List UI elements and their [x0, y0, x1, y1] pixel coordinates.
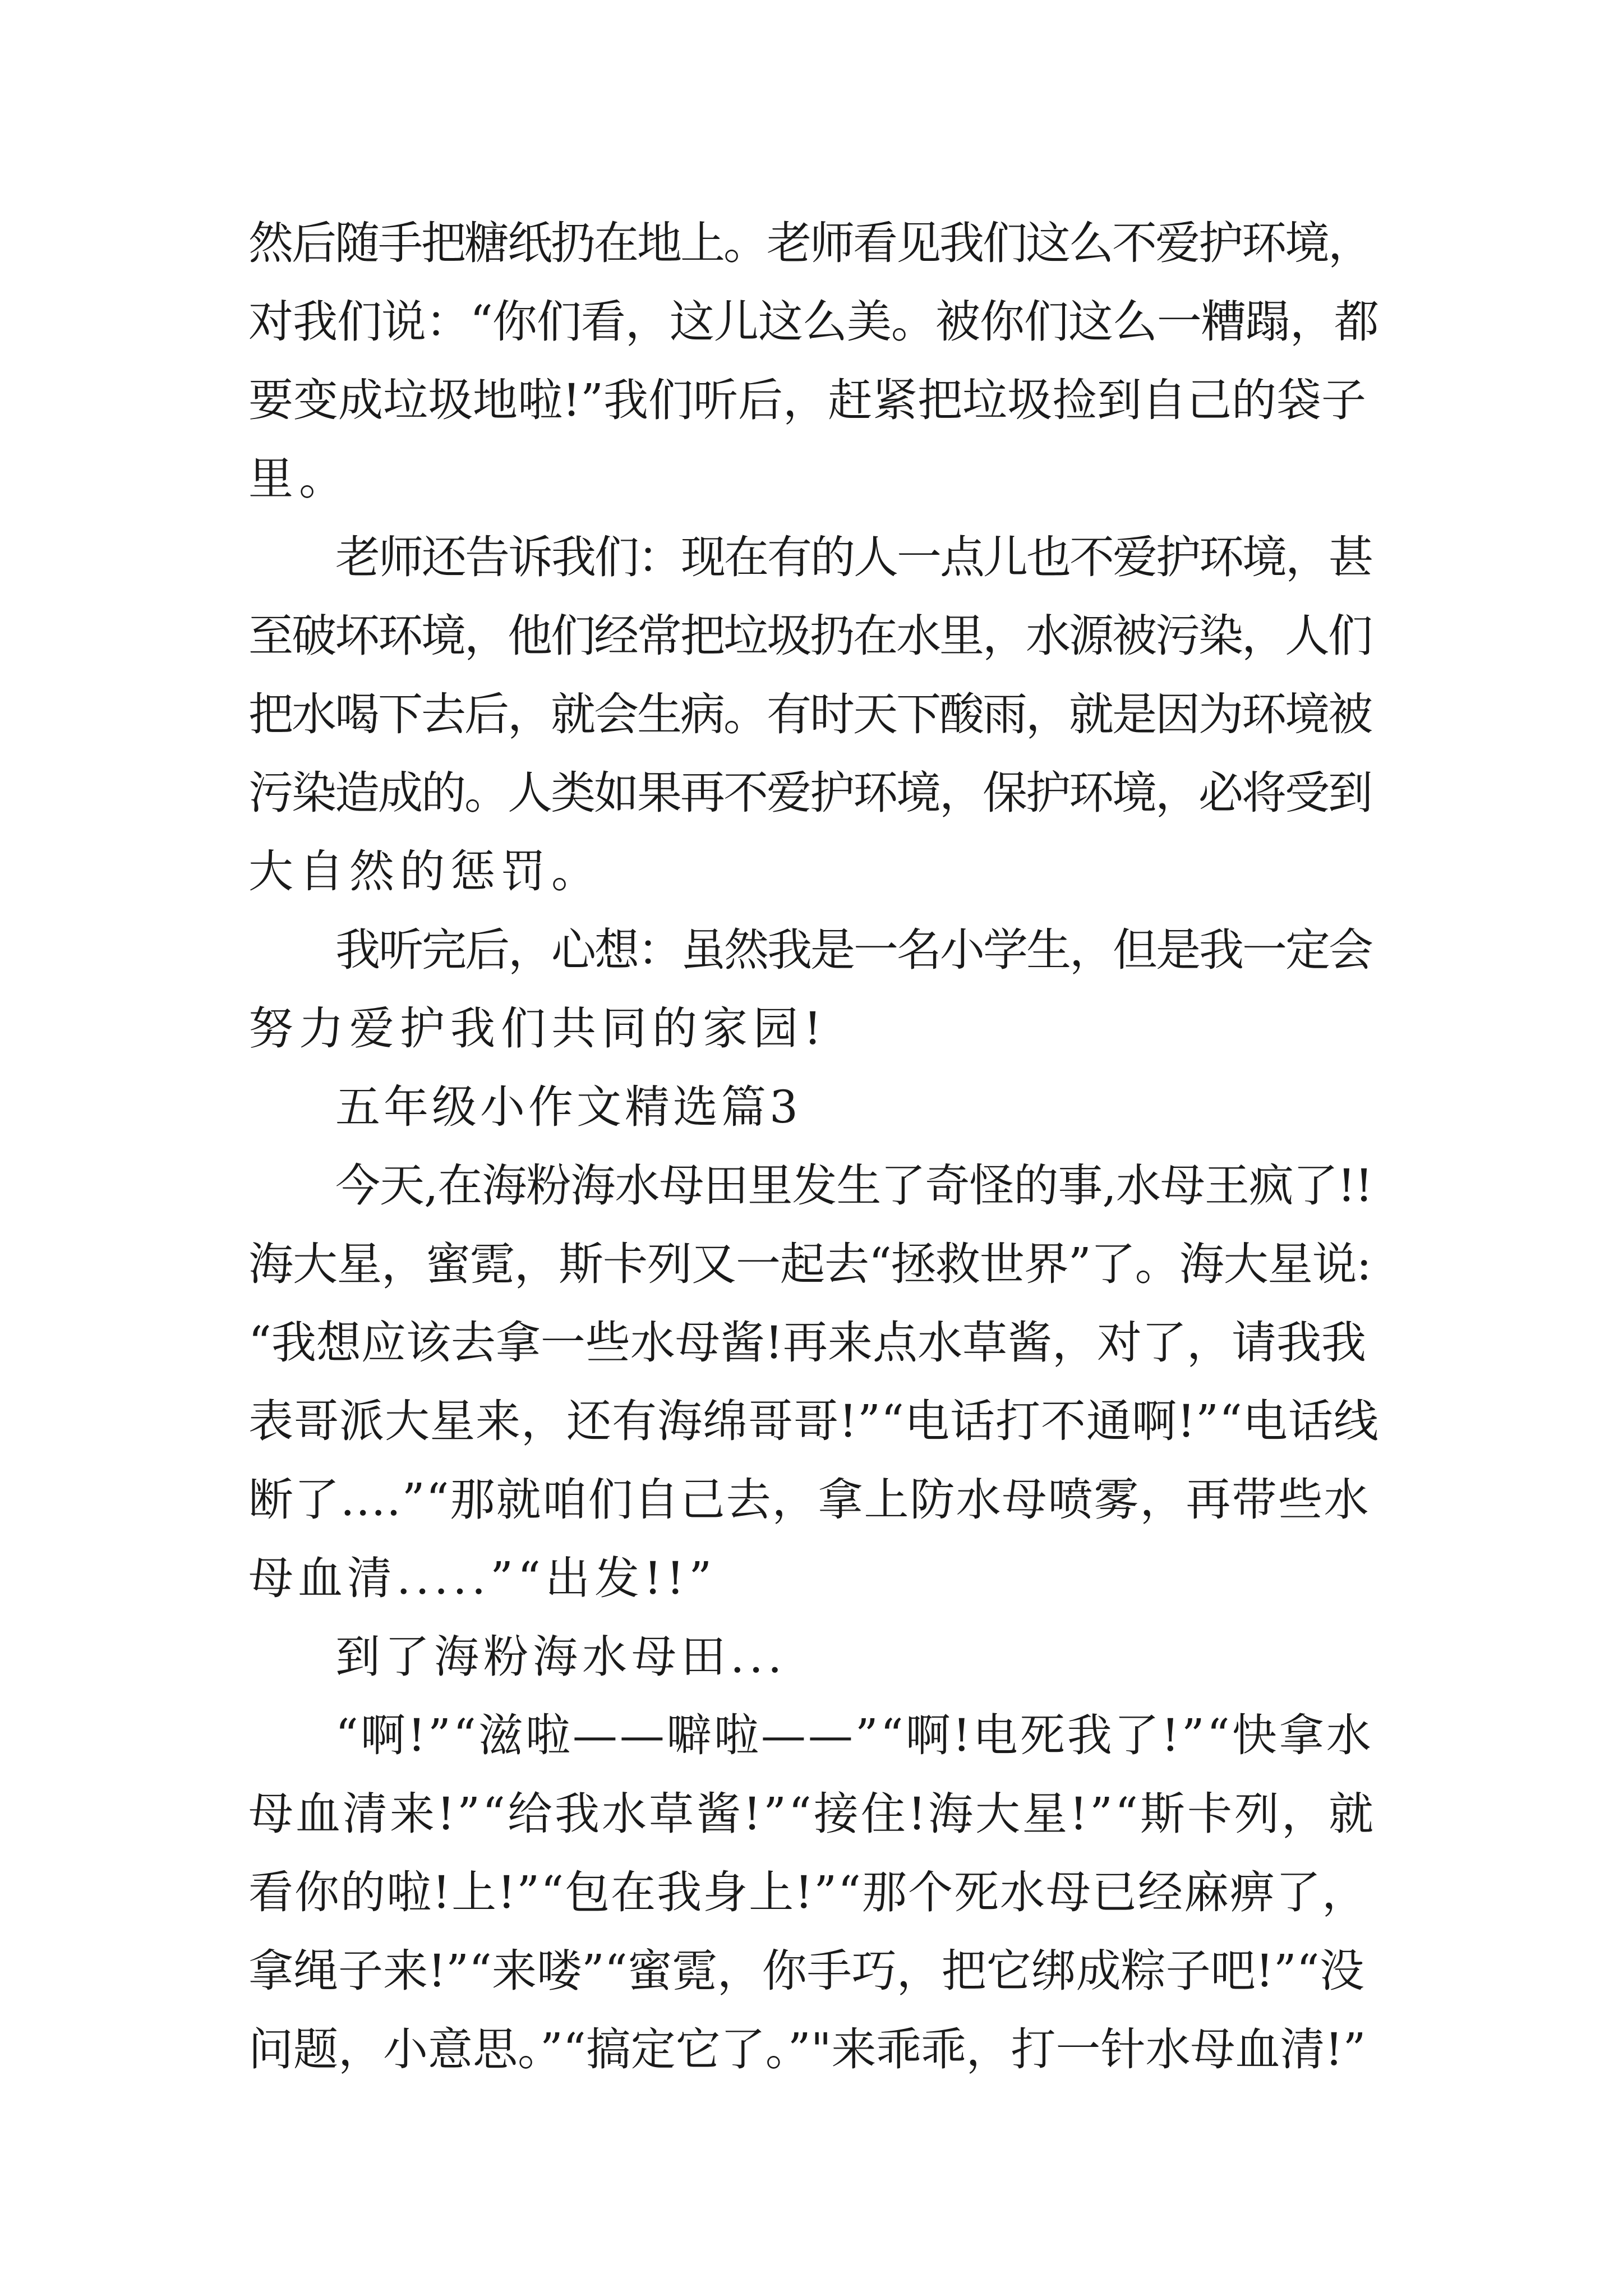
paragraph-line: 拿绳子来!”“来喽”“蜜霓，你手巧，把它绑成粽子吧!”“没: [248, 1945, 1364, 1997]
paragraph-line: 要变成垃圾地啦!”我们听后，赶紧把垃圾捡到自己的袋子: [248, 374, 1367, 426]
paragraph-line: 我听完后，心想：虽然我是一名小学生，但是我一定会: [335, 924, 1372, 976]
paragraph-line: 问题，小意思。”“搞定它了。”"来乖乖，打一针水母血清!”: [248, 2023, 1366, 2076]
paragraph-line: 然后随手把糖纸扔在地上。老师看见我们这么不爱护环境，: [248, 217, 1371, 269]
paragraph-line: 里。: [248, 453, 349, 505]
paragraph-line: 努力爱护我们共同的家园!: [248, 1002, 828, 1055]
paragraph-line: “啊!”“滋啦——噼啦——”“啊!电死我了!”“快拿水: [335, 1709, 1373, 1761]
section-title: 五年级小作文精选篇3: [335, 1081, 801, 1133]
paragraph-line: “我想应该去拿一些水母酱!再来点水草酱，对了，请我我: [248, 1317, 1367, 1369]
paragraph-line: 到了海粉海水母田...: [335, 1631, 787, 1683]
paragraph-line: 污染造成的。人类如果再不爱护环境，保护环境，必将受到: [248, 767, 1371, 819]
paragraph-line: 至破坏环境，他们经常把垃圾扔在水里，水源被污染，人们: [248, 610, 1371, 662]
paragraph-line: 把水喝下去后，就会生病。有时天下酸雨，就是因为环境被: [248, 688, 1371, 740]
paragraph-line: 表哥派大星来，还有海绵哥哥!”“电话打不通啊!”“电话线: [248, 1395, 1379, 1447]
paragraph-line: 母血清来!”“给我水草酱!”“接住!海大星!”“斯卡列，就: [248, 1788, 1376, 1840]
paragraph-line: 老师还告诉我们：现在有的人一点儿也不爱护环境，甚: [335, 531, 1372, 583]
paragraph-line: 今天,在海粉海水母田里发生了奇怪的事,水母王疯了!!: [335, 1159, 1373, 1212]
paragraph-line: 海大星，蜜霓，斯卡列又一起去“拯救世界”了。海大星说:: [248, 1238, 1371, 1290]
paragraph-line: 大自然的惩罚。: [248, 845, 602, 898]
paragraph-line: 断了....”“那就咱们自己去，拿上防水母喷雾，再带些水: [248, 1474, 1370, 1526]
paragraph-line: 对我们说：“你们看，这儿这么美。被你们这么一糟蹋，都: [248, 296, 1378, 348]
paragraph-line: 母血清.....”“出发!!”: [248, 1552, 717, 1604]
paragraph-line: 看你的啦!上!”“包在我身上!”“那个死水母已经麻痹了，: [248, 1866, 1368, 1918]
